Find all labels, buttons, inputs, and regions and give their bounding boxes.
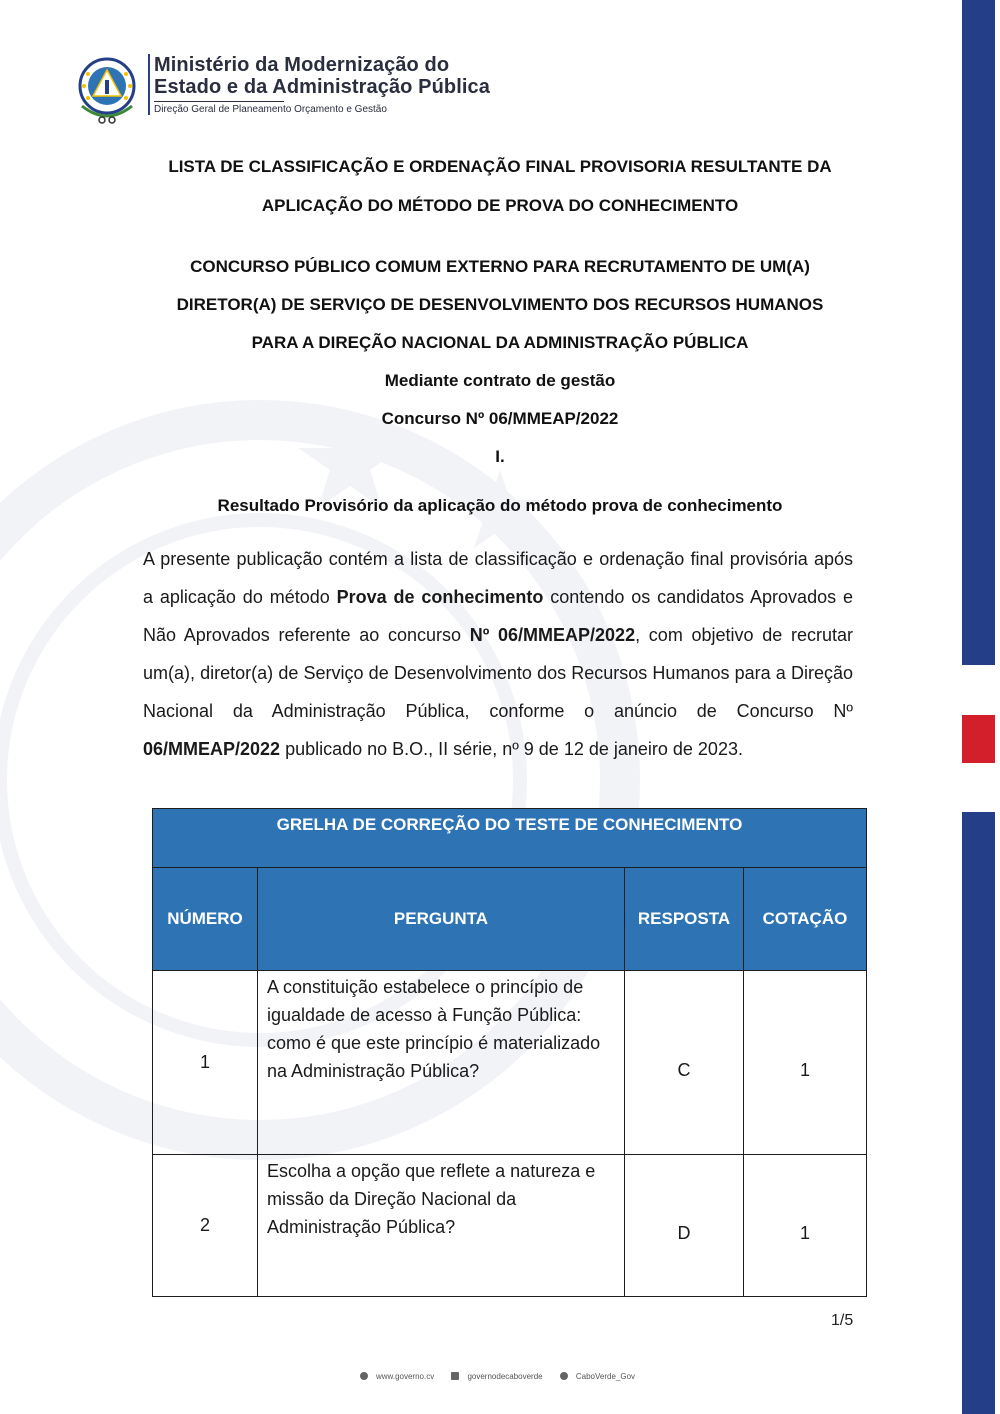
footer-facebook-label: governodecaboverde xyxy=(467,1372,543,1381)
correction-grid-table xyxy=(152,808,867,1297)
footer xyxy=(0,1372,1000,1381)
competition-line2: DIRETOR(A) DE SERVIÇO DE DESENVOLVIMENTO DOS RECURSOS HUMANOS xyxy=(176,295,824,314)
ministry-line2: Estado e da Administração Pública xyxy=(154,76,490,98)
para-text-3: , com objetivo de recrutar um(a), diretor(a) de Serviço de Desenvolvimento dos Recursos Humanos para a Direção Nacional da Administração Pública, conforme o anúncio de Concurso Nº xyxy=(143,625,854,721)
title-line1: LISTA DE CLASSIFICAÇÃO E ORDENAÇÃO FINAL PROVISORIA RESULTANTE DA xyxy=(168,157,832,176)
divider xyxy=(154,101,284,102)
competition-line1: CONCURSO PÚBLICO COMUM EXTERNO PARA RECRUTAMENTO DE UM(A) xyxy=(190,257,810,276)
cell-resposta: D xyxy=(625,1155,744,1297)
side-bar-red xyxy=(962,715,995,763)
coat-of-arms-icon xyxy=(72,54,142,128)
para-bold-number-2: 06/MMEAP/2022 xyxy=(143,739,281,759)
table-row xyxy=(153,971,867,1155)
cell-pergunta: A constituição estabelece o princípio de igualdade de acesso à Função Pública: como é que este princípio é materializado na Administração Pública? xyxy=(258,971,625,1155)
footer-twitter[interactable] xyxy=(560,1372,640,1381)
para-text-1: A presente publicação contém a lista de classificação e ordenação final provisória após a aplicação do método xyxy=(143,549,853,607)
para-text-4: publicado no B.O., II série, nº 9 de 12 de janeiro de 2023. xyxy=(280,739,743,759)
table-title: GRELHA DE CORREÇÃO DO TESTE DE CONHECIMENTO xyxy=(153,809,867,868)
para-bold-number: Nº 06/MMEAP/2022 xyxy=(469,625,636,645)
footer-website-label: www.governo.cv xyxy=(375,1372,435,1381)
header-numero: NÚMERO xyxy=(153,868,258,971)
ministry-line1: Ministério da Modernização do xyxy=(154,54,450,76)
header-resposta: RESPOSTA xyxy=(625,868,744,971)
cell-cotacao: 1 xyxy=(744,971,867,1155)
cell-cotacao: 1 xyxy=(744,1155,867,1297)
cell-numero: 2 xyxy=(153,1155,258,1297)
ministry-name xyxy=(148,54,490,115)
title-line2: APLICAÇÃO DO MÉTODO DE PROVA DO CONHECIMENTO xyxy=(261,196,739,215)
table-row xyxy=(153,1155,867,1297)
globe-icon xyxy=(360,1372,368,1380)
table-header-row xyxy=(153,868,867,971)
cell-numero: 1 xyxy=(153,971,258,1155)
section-number: I. xyxy=(495,447,505,466)
footer-website[interactable] xyxy=(360,1372,439,1381)
intro-paragraph xyxy=(143,540,853,768)
competition-number: Concurso Nº 06/MMEAP/2022 xyxy=(381,409,619,428)
letterhead xyxy=(72,54,490,128)
page-number: 1/5 xyxy=(831,1312,854,1329)
department-name: Direção Geral de Planeamento Orçamento e Gestão xyxy=(154,104,387,115)
footer-facebook[interactable] xyxy=(451,1372,547,1381)
competition-line3: PARA A DIREÇÃO NACIONAL DA ADMINISTRAÇÃO PÚBLICA xyxy=(251,333,749,352)
section-title: Resultado Provisório da aplicação do método prova de conhecimento xyxy=(217,496,783,515)
header-pergunta: PERGUNTA xyxy=(258,868,625,971)
header-cotacao: COTAÇÃO xyxy=(744,868,867,971)
side-bar-blue-bottom xyxy=(962,812,995,1414)
para-text-2: contendo os candidatos Aprovados e Não Aprovados referente ao concurso xyxy=(143,587,853,645)
cell-resposta: C xyxy=(625,971,744,1155)
cell-pergunta: Escolha a opção que reflete a natureza e missão da Direção Nacional da Administração Pública? xyxy=(258,1155,625,1297)
footer-twitter-label: CaboVerde_Gov xyxy=(575,1372,636,1381)
para-bold-method: Prova de conhecimento xyxy=(336,587,544,607)
contract-type: Mediante contrato de gestão xyxy=(384,371,616,390)
facebook-icon xyxy=(451,1372,459,1380)
table-title-row xyxy=(153,809,867,868)
twitter-icon xyxy=(560,1372,568,1380)
